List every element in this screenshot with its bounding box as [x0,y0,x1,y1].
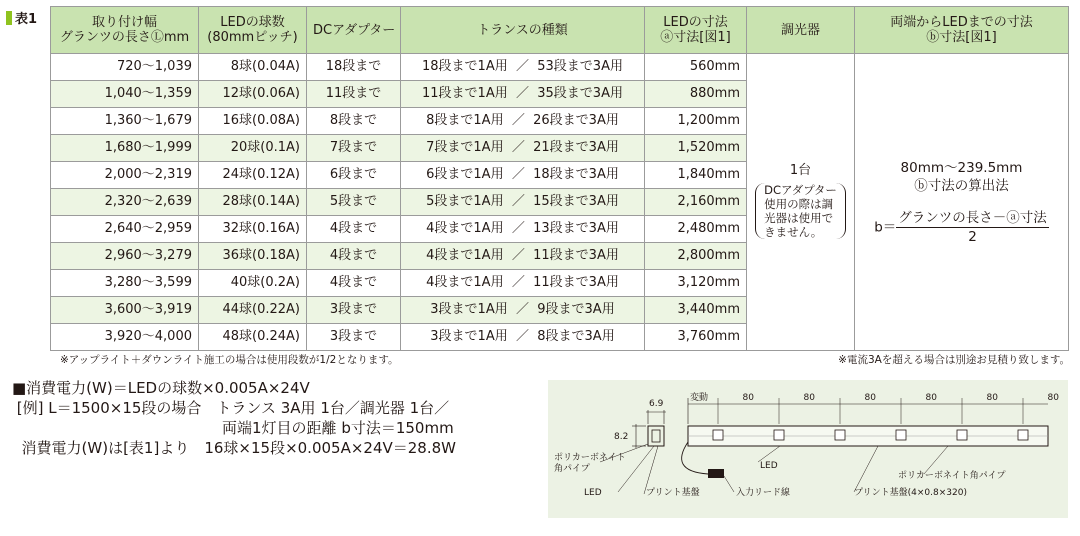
cell-dc-adapter: 7段まで [307,135,401,162]
profile-outline [648,426,664,446]
header-dimmer: 調光器 [747,7,855,54]
spec-table [50,6,1069,351]
cell-led-dim: 1,520mm [645,135,747,162]
cell-length: 3,280～3,599 [51,270,199,297]
cell-length: 1,040～1,359 [51,81,199,108]
cell-transformer: 11段まで1A用 ／ 35段まで3A用 [401,81,645,108]
cell-led-dim: 560mm [645,54,747,81]
cell-dc-adapter: 4段まで [307,270,401,297]
label-pcb-small: プリント基盤 [646,488,700,498]
cell-transformer: 18段まで1A用 ／ 53段まで3A用 [401,54,645,81]
cell-dc-adapter: 4段まで [307,216,401,243]
cell-dc-adapter: 5段まで [307,189,401,216]
led-chip [1018,430,1028,440]
cell-dimmer [747,54,855,351]
cell-led-dim: 3,440mm [645,297,747,324]
led-chip [896,430,906,440]
power-section [12,378,456,458]
label-led-top: LED [760,461,778,471]
label-pcb-big: プリント基盤(4×0.8×320) [854,488,967,498]
cell-led-dim: 1,840mm [645,162,747,189]
lead-connector [708,469,724,478]
ends-method: ⓑ寸法の算出法 [914,177,1009,194]
cell-led-dim: 880mm [645,81,747,108]
cell-led-count: 12球(0.06A) [199,81,307,108]
header-transformer: トランスの種類 [401,7,645,54]
cell-led-count: 28球(0.14A) [199,189,307,216]
led-chip [774,430,784,440]
pitch-label: 80 [742,393,754,403]
table-header-row [51,7,1069,54]
note-current: ※電流3Aを超える場合は別途お見積り致します。 [838,354,1070,366]
pitch-label: 80 [864,393,876,403]
cell-led-dim: 2,800mm [645,243,747,270]
power-example-cont: 両端1灯目の距離 b寸法＝150mm [12,419,454,437]
cell-length: 2,000～2,319 [51,162,199,189]
pitch-label: 80 [986,393,998,403]
power-example: [例] L＝1500×15段の場合 トランス 3A用 1台／調光器 1台／ [12,399,450,417]
diagram-svg [548,380,1068,518]
lead-wire [682,442,708,474]
cell-transformer: 3段まで1A用 ／ 9段まで3A用 [401,297,645,324]
dim-8-2: 8.2 [614,432,629,442]
cell-led-count: 36球(0.18A) [199,243,307,270]
cell-led-count: 20球(0.1A) [199,135,307,162]
cell-ends-dim [855,54,1069,351]
cell-length: 1,680～1,999 [51,135,199,162]
cell-led-dim: 2,160mm [645,189,747,216]
cell-transformer: 3段まで1A用 ／ 8段まで3A用 [401,324,645,351]
ends-range: 80mm～239.5mm [900,159,1023,176]
cell-led-count: 44球(0.22A) [199,297,307,324]
label-poly-right: ポリカーボネイト角パイプ [898,471,1006,481]
led-chip [713,430,723,440]
cell-led-count: 16球(0.08A) [199,108,307,135]
cell-length: 3,600～3,919 [51,297,199,324]
cell-length: 2,640～2,959 [51,216,199,243]
dimmer-note: DCアダプター 使用の際は調 光器は使用で きません。 [755,183,846,239]
cell-led-dim: 3,120mm [645,270,747,297]
power-formula: ■消費電力(W)＝LEDの球数×0.005A×24V [12,379,310,397]
cell-transformer: 8段まで1A用 ／ 26段まで3A用 [401,108,645,135]
cell-transformer: 4段まで1A用 ／ 11段まで3A用 [401,243,645,270]
cell-length: 3,920～4,000 [51,324,199,351]
dim-6-9: 6.9 [649,399,664,409]
table-label-text: 表1 [15,12,38,27]
cell-dc-adapter: 11段まで [307,81,401,108]
dim-variable: 変動 [690,393,709,403]
cell-dc-adapter: 6段まで [307,162,401,189]
label-marker [6,11,12,25]
cell-dc-adapter: 4段まで [307,243,401,270]
led-chip [957,430,967,440]
cell-led-dim: 1,200mm [645,108,747,135]
header-length: 取り付け幅 グランツの長さⓁmm [51,7,199,54]
table-label [6,8,37,27]
cell-transformer: 4段まで1A用 ／ 13段まで3A用 [401,216,645,243]
cell-led-count: 40球(0.2A) [199,270,307,297]
header-led-dim: LEDの寸法 ⓐ寸法[図1] [645,7,747,54]
label-lead: 入力リード線 [736,488,791,498]
pitch-label: 80 [1047,393,1059,403]
pitch-label: 80 [803,393,815,403]
header-dc-adapter: DCアダプター [307,7,401,54]
cell-led-count: 48球(0.24A) [199,324,307,351]
cell-dc-adapter: 3段まで [307,297,401,324]
cell-length: 2,320～2,639 [51,189,199,216]
cell-transformer: 6段まで1A用 ／ 18段まで3A用 [401,162,645,189]
header-led-count: LEDの球数 (80mmピッチ) [199,7,307,54]
header-ends-dim: 両端からLEDまでの寸法 ⓑ寸法[図1] [855,7,1069,54]
ends-formula: b＝ $\frac{\text{グランツの長さ－ⓐ寸法}}{2}$ [874,209,1047,245]
cell-dc-adapter: 3段まで [307,324,401,351]
cell-led-count: 32球(0.16A) [199,216,307,243]
dimmer-count: 1台 [789,163,812,178]
figure-1-diagram [548,380,1068,518]
cell-transformer: 4段まで1A用 ／ 11段まで3A用 [401,270,645,297]
cell-transformer: 7段まで1A用 ／ 21段まで3A用 [401,135,645,162]
profile-inner [652,430,660,442]
cell-dc-adapter: 8段まで [307,108,401,135]
cell-led-dim: 3,760mm [645,324,747,351]
led-chip [835,430,845,440]
power-result: 消費電力(W)は[表1]より 16球×15段×0.005A×24V＝28.8W [12,439,456,457]
table-row [51,54,1069,81]
cell-led-dim: 2,480mm [645,216,747,243]
cell-led-count: 8球(0.04A) [199,54,307,81]
cell-length: 1,360～1,679 [51,108,199,135]
cell-led-count: 24球(0.12A) [199,162,307,189]
label-poly-left-2: 角パイプ [554,464,590,474]
cell-length: 720～1,039 [51,54,199,81]
cell-transformer: 5段まで1A用 ／ 15段まで3A用 [401,189,645,216]
cell-dc-adapter: 18段まで [307,54,401,81]
cell-length: 2,960～3,279 [51,243,199,270]
pitch-label: 80 [925,393,937,403]
label-poly-left-1: ポリカーボネイト [554,453,626,463]
note-uplight: ※アップライト＋ダウンライト施工の場合は使用段数が1/2となります。 [60,354,399,366]
label-led-bottom: LED [584,488,602,498]
